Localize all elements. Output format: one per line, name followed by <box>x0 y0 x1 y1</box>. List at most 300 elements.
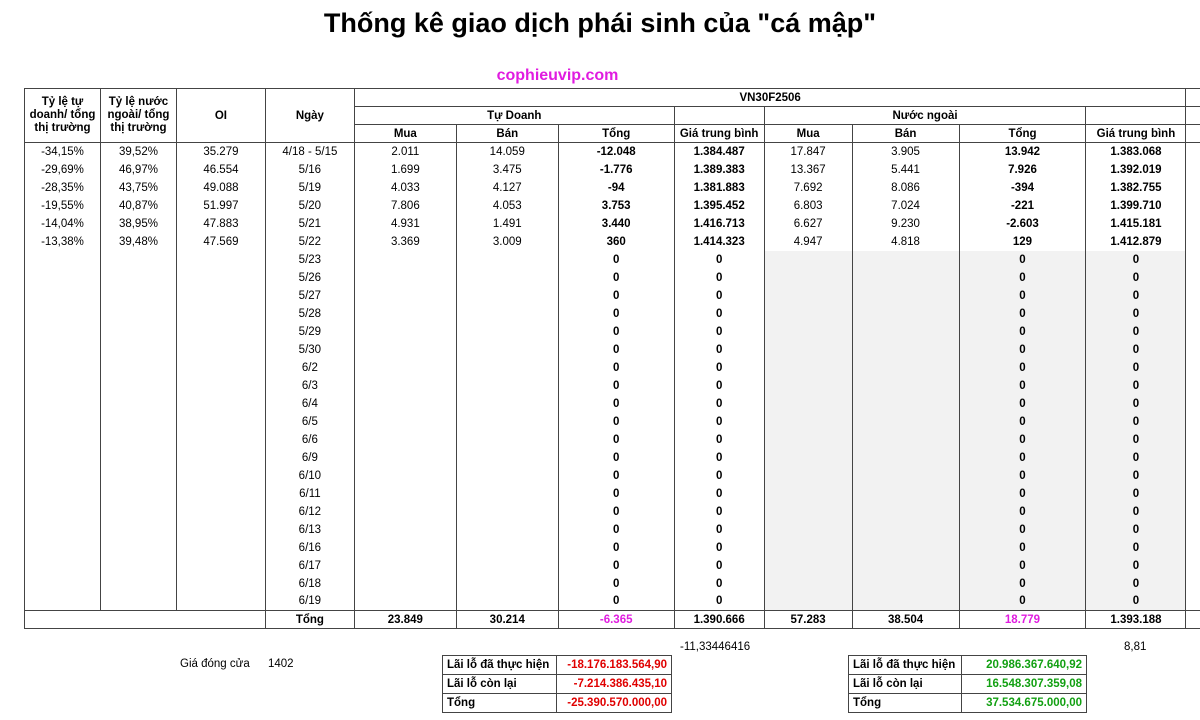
nn-tong-cell: 0 <box>959 269 1086 287</box>
oi-cell: 46.554 <box>176 161 265 179</box>
nn-gia-cell: 1.383.068 <box>1086 143 1186 161</box>
nn-gia-cell: 0 <box>1086 449 1186 467</box>
pl-table-tu-doanh <box>442 655 672 713</box>
nn-ban-cell: 9.230 <box>852 215 959 233</box>
stub-cell <box>1186 449 1200 467</box>
nn-ban-cell: 3.905 <box>852 143 959 161</box>
td-gia-cell: 0 <box>674 323 764 341</box>
stub-cell <box>1186 287 1200 305</box>
table-row <box>25 431 1200 449</box>
nn-mua-cell: 7.692 <box>764 179 852 197</box>
td-gia-cell: 1.389.383 <box>674 161 764 179</box>
ratio-td-cell <box>25 251 101 269</box>
ratio-td-cell: -13,38% <box>25 233 101 251</box>
pl-value: 20.986.367.640,92 <box>962 656 1087 675</box>
td-ban-cell: 1.491 <box>456 215 558 233</box>
pl-value: -25.390.570.000,00 <box>557 694 672 713</box>
nn-tong-cell: 0 <box>959 359 1086 377</box>
nn-tong-cell: 0 <box>959 449 1086 467</box>
stub-cell <box>1186 179 1200 197</box>
td-gia-cell: 1.414.323 <box>674 233 764 251</box>
totals-blank <box>25 611 266 629</box>
table-row <box>25 287 1200 305</box>
ratio-td-cell <box>25 287 101 305</box>
header-ratio-td: Tỷ lệ tự doanh/ tổng thị trường <box>25 89 101 143</box>
table-row <box>25 539 1200 557</box>
stub-cell <box>1186 431 1200 449</box>
ratio-nn-cell: 46,97% <box>100 161 176 179</box>
table-row <box>25 323 1200 341</box>
stub-cell <box>1186 485 1200 503</box>
total-td-mua: 23.849 <box>354 611 456 629</box>
header-oi: OI <box>176 89 265 143</box>
site-link[interactable]: cophieuvip.com <box>496 67 619 84</box>
ratio-td-cell <box>25 323 101 341</box>
pl-value: -18.176.183.564,90 <box>557 656 672 675</box>
header-stub <box>1186 89 1200 107</box>
header-nn-mua: Mua <box>764 125 852 143</box>
oi-cell: 51.997 <box>176 197 265 215</box>
ratio-nn-cell <box>100 359 176 377</box>
header-td-mua: Mua <box>354 125 456 143</box>
td-mua-cell <box>354 503 456 521</box>
ratio-nn-cell <box>100 269 176 287</box>
nn-tong-cell: -2.603 <box>959 215 1086 233</box>
nn-gia-cell: 1.412.879 <box>1086 233 1186 251</box>
nn-tong-cell: -394 <box>959 179 1086 197</box>
nn-ban-cell <box>852 521 959 539</box>
td-ban-cell <box>456 503 558 521</box>
td-ban-cell <box>456 269 558 287</box>
nn-tong-cell: 0 <box>959 305 1086 323</box>
td-mua-cell <box>354 341 456 359</box>
td-tong-cell: -1.776 <box>558 161 674 179</box>
td-mua-cell: 4.033 <box>354 179 456 197</box>
td-mua-cell <box>354 323 456 341</box>
total-nn-ban: 38.504 <box>852 611 959 629</box>
td-tong-cell: 0 <box>558 269 674 287</box>
nn-ban-cell: 7.024 <box>852 197 959 215</box>
nn-mua-cell <box>764 413 852 431</box>
nn-tong-cell: 0 <box>959 323 1086 341</box>
ratio-td-cell <box>25 503 101 521</box>
date-cell: 6/5 <box>265 413 354 431</box>
nn-tong-cell: -221 <box>959 197 1086 215</box>
td-ban-cell <box>456 521 558 539</box>
stub-cell <box>1186 251 1200 269</box>
ratio-nn-cell: 39,48% <box>100 233 176 251</box>
pl-label: Lãi lỗ còn lại <box>849 675 962 694</box>
nn-gia-cell: 0 <box>1086 359 1186 377</box>
header-td-gia: Giá trung bình <box>674 125 764 143</box>
header-stub <box>1186 125 1200 143</box>
stub-cell <box>1186 233 1200 251</box>
nn-mua-cell <box>764 323 852 341</box>
oi-cell: 49.088 <box>176 179 265 197</box>
ratio-nn-cell: 40,87% <box>100 197 176 215</box>
nn-mua-cell <box>764 251 852 269</box>
td-tong-cell: 0 <box>558 575 674 593</box>
nn-mua-cell <box>764 269 852 287</box>
ratio-nn-cell <box>100 395 176 413</box>
pl-row <box>443 656 672 675</box>
header-nuoc-ngoai: Nước ngoài <box>764 107 1086 125</box>
oi-cell <box>176 593 265 611</box>
td-gia-cell: 1.381.883 <box>674 179 764 197</box>
nn-ban-cell <box>852 467 959 485</box>
total-td-gia: 1.390.666 <box>674 611 764 629</box>
ratio-nn-cell: 39,52% <box>100 143 176 161</box>
ratio-td-cell: -28,35% <box>25 179 101 197</box>
ratio-td-cell <box>25 413 101 431</box>
td-ban-cell <box>456 431 558 449</box>
pl-row <box>849 694 1087 713</box>
ratio-td-cell <box>25 395 101 413</box>
td-ban-cell <box>456 575 558 593</box>
td-mua-cell <box>354 287 456 305</box>
nn-ban-cell <box>852 269 959 287</box>
ratio-td-cell <box>25 485 101 503</box>
header-td-tong: Tổng <box>558 125 674 143</box>
oi-cell <box>176 467 265 485</box>
nn-gia-cell: 0 <box>1086 503 1186 521</box>
ratio-nn-cell <box>100 413 176 431</box>
oi-cell: 47.569 <box>176 233 265 251</box>
oi-cell <box>176 359 265 377</box>
pl-row <box>443 675 672 694</box>
td-gia-cell: 0 <box>674 269 764 287</box>
nn-ban-cell <box>852 323 959 341</box>
date-cell: 6/6 <box>265 431 354 449</box>
stub-cell <box>1186 413 1200 431</box>
stub-cell <box>1186 215 1200 233</box>
nn-gia-cell: 0 <box>1086 413 1186 431</box>
nn-gia-cell: 0 <box>1086 395 1186 413</box>
ratio-td-cell <box>25 359 101 377</box>
stub-cell <box>1186 197 1200 215</box>
stub-cell <box>1186 305 1200 323</box>
nn-ban-cell <box>852 593 959 611</box>
td-tong-cell: 0 <box>558 449 674 467</box>
td-gia-cell: 0 <box>674 413 764 431</box>
ratio-nn-cell <box>100 323 176 341</box>
td-tong-cell: 0 <box>558 377 674 395</box>
table-row <box>25 359 1200 377</box>
stub-cell <box>1186 161 1200 179</box>
pl-label: Lãi lỗ đã thực hiện <box>849 656 962 675</box>
date-cell: 6/3 <box>265 377 354 395</box>
stub-cell <box>1186 341 1200 359</box>
td-ban-cell <box>456 341 558 359</box>
nn-mua-cell <box>764 503 852 521</box>
date-cell: 4/18 - 5/15 <box>265 143 354 161</box>
nn-gia-cell: 0 <box>1086 323 1186 341</box>
td-tong-cell: 0 <box>558 431 674 449</box>
date-cell: 6/18 <box>265 575 354 593</box>
table-row <box>25 269 1200 287</box>
td-ban-cell <box>456 539 558 557</box>
ratio-td-cell <box>25 269 101 287</box>
table-row <box>25 449 1200 467</box>
nn-gia-cell: 1.382.755 <box>1086 179 1186 197</box>
date-cell: 5/27 <box>265 287 354 305</box>
td-gia-cell: 1.416.713 <box>674 215 764 233</box>
header-tu-doanh: Tự Doanh <box>354 107 674 125</box>
td-mua-cell <box>354 251 456 269</box>
date-cell: 6/17 <box>265 557 354 575</box>
nn-gia-cell: 0 <box>1086 269 1186 287</box>
ratio-td-cell <box>25 341 101 359</box>
nn-mua-cell <box>764 485 852 503</box>
ratio-td-cell: -19,55% <box>25 197 101 215</box>
ratio-td-cell <box>25 449 101 467</box>
nn-tong-cell: 0 <box>959 377 1086 395</box>
td-gia-cell: 0 <box>674 251 764 269</box>
stub-cell <box>1186 395 1200 413</box>
stub-cell <box>1186 269 1200 287</box>
header-blank-1 <box>674 107 764 125</box>
oi-cell <box>176 503 265 521</box>
table-row <box>25 179 1200 197</box>
stub-cell <box>1186 143 1200 161</box>
td-mua-cell <box>354 467 456 485</box>
td-gia-cell: 0 <box>674 467 764 485</box>
oi-cell <box>176 323 265 341</box>
header-stub <box>1186 107 1200 125</box>
totals-label: Tổng <box>265 611 354 629</box>
td-ban-cell <box>456 287 558 305</box>
td-ban-cell <box>456 377 558 395</box>
td-ban-cell <box>456 395 558 413</box>
nn-mua-cell <box>764 395 852 413</box>
td-gia-cell: 0 <box>674 539 764 557</box>
stub-cell <box>1186 557 1200 575</box>
td-ban-cell <box>456 305 558 323</box>
td-mua-cell <box>354 395 456 413</box>
nn-mua-cell <box>764 521 852 539</box>
nn-ban-cell <box>852 251 959 269</box>
nn-tong-cell: 0 <box>959 593 1086 611</box>
ratio-td-cell <box>25 305 101 323</box>
td-mua-cell <box>354 377 456 395</box>
td-ban-cell: 3.475 <box>456 161 558 179</box>
ratio-nn-cell <box>100 503 176 521</box>
td-gia-cell: 0 <box>674 341 764 359</box>
td-mua-cell: 1.699 <box>354 161 456 179</box>
pl-label: Tổng <box>849 694 962 713</box>
td-ban-cell: 4.127 <box>456 179 558 197</box>
ratio-td-cell <box>25 467 101 485</box>
ratio-td-cell <box>25 593 101 611</box>
nn-ratio-note: 8,81 <box>1124 641 1147 653</box>
td-mua-cell <box>354 305 456 323</box>
nn-ban-cell <box>852 485 959 503</box>
td-tong-cell: 3.753 <box>558 197 674 215</box>
ratio-td-cell: -14,04% <box>25 215 101 233</box>
header-date: Ngày <box>265 89 354 143</box>
date-cell: 6/12 <box>265 503 354 521</box>
td-ban-cell <box>456 485 558 503</box>
td-ban-cell: 4.053 <box>456 197 558 215</box>
nn-tong-cell: 0 <box>959 521 1086 539</box>
td-ban-cell <box>456 323 558 341</box>
header-nn-ban: Bán <box>852 125 959 143</box>
td-tong-cell: 0 <box>558 593 674 611</box>
table-row <box>25 593 1200 611</box>
nn-mua-cell: 17.847 <box>764 143 852 161</box>
stub-cell <box>1186 467 1200 485</box>
td-gia-cell: 1.395.452 <box>674 197 764 215</box>
date-cell: 5/28 <box>265 305 354 323</box>
nn-mua-cell <box>764 449 852 467</box>
close-price-value: 1402 <box>268 658 294 670</box>
nn-ban-cell <box>852 341 959 359</box>
total-nn-gia: 1.393.188 <box>1086 611 1186 629</box>
pl-value: 16.548.307.359,08 <box>962 675 1087 694</box>
td-mua-cell <box>354 485 456 503</box>
table-row <box>25 143 1200 161</box>
nn-tong-cell: 0 <box>959 467 1086 485</box>
header-td-ban: Bán <box>456 125 558 143</box>
date-cell: 5/16 <box>265 161 354 179</box>
nn-tong-cell: 0 <box>959 287 1086 305</box>
nn-gia-cell: 1.399.710 <box>1086 197 1186 215</box>
nn-gia-cell: 0 <box>1086 377 1186 395</box>
date-cell: 5/21 <box>265 215 354 233</box>
table-row <box>25 197 1200 215</box>
ratio-nn-cell <box>100 467 176 485</box>
nn-ban-cell: 8.086 <box>852 179 959 197</box>
nn-gia-cell: 0 <box>1086 467 1186 485</box>
nn-tong-cell: 0 <box>959 485 1086 503</box>
nn-ban-cell: 5.441 <box>852 161 959 179</box>
table-row <box>25 557 1200 575</box>
stub-cell <box>1186 575 1200 593</box>
nn-ban-cell <box>852 557 959 575</box>
table-row <box>25 485 1200 503</box>
td-gia-cell: 0 <box>674 359 764 377</box>
oi-cell: 35.279 <box>176 143 265 161</box>
nn-mua-cell <box>764 539 852 557</box>
td-ban-cell: 14.059 <box>456 143 558 161</box>
nn-mua-cell <box>764 467 852 485</box>
td-ban-cell <box>456 557 558 575</box>
header-nn-tong: Tổng <box>959 125 1086 143</box>
td-tong-cell: -94 <box>558 179 674 197</box>
td-ratio-note: -11,33446416 <box>680 641 751 653</box>
ratio-td-cell: -34,15% <box>25 143 101 161</box>
nn-tong-cell: 13.942 <box>959 143 1086 161</box>
table-row <box>25 161 1200 179</box>
table-row <box>25 395 1200 413</box>
ratio-nn-cell <box>100 287 176 305</box>
td-gia-cell: 0 <box>674 503 764 521</box>
ratio-nn-cell <box>100 341 176 359</box>
date-cell: 6/13 <box>265 521 354 539</box>
table-row <box>25 251 1200 269</box>
table-row <box>25 233 1200 251</box>
table-row <box>25 215 1200 233</box>
stub-cell <box>1186 359 1200 377</box>
td-gia-cell: 0 <box>674 431 764 449</box>
ratio-nn-cell <box>100 557 176 575</box>
nn-tong-cell: 0 <box>959 539 1086 557</box>
table-row <box>25 413 1200 431</box>
td-ban-cell <box>456 413 558 431</box>
date-cell: 6/9 <box>265 449 354 467</box>
td-mua-cell: 2.011 <box>354 143 456 161</box>
nn-gia-cell: 0 <box>1086 305 1186 323</box>
totals-row <box>25 611 1200 629</box>
nn-ban-cell <box>852 413 959 431</box>
nn-gia-cell: 1.415.181 <box>1086 215 1186 233</box>
nn-tong-cell: 0 <box>959 503 1086 521</box>
td-mua-cell <box>354 557 456 575</box>
nn-gia-cell: 0 <box>1086 287 1186 305</box>
ratio-td-cell: -29,69% <box>25 161 101 179</box>
pl-label: Lãi lỗ đã thực hiện <box>443 656 557 675</box>
nn-mua-cell <box>764 341 852 359</box>
td-tong-cell: 0 <box>558 305 674 323</box>
date-cell: 6/10 <box>265 467 354 485</box>
table-row <box>25 305 1200 323</box>
ratio-nn-cell <box>100 305 176 323</box>
date-cell: 6/2 <box>265 359 354 377</box>
date-cell: 5/26 <box>265 269 354 287</box>
oi-cell <box>176 305 265 323</box>
ratio-td-cell <box>25 431 101 449</box>
nn-ban-cell <box>852 395 959 413</box>
oi-cell <box>176 395 265 413</box>
nn-mua-cell <box>764 377 852 395</box>
stub-cell <box>1186 377 1200 395</box>
ratio-nn-cell <box>100 521 176 539</box>
date-cell: 6/4 <box>265 395 354 413</box>
nn-tong-cell: 0 <box>959 575 1086 593</box>
nn-gia-cell: 0 <box>1086 485 1186 503</box>
nn-tong-cell: 0 <box>959 341 1086 359</box>
date-cell: 5/20 <box>265 197 354 215</box>
ratio-nn-cell <box>100 251 176 269</box>
td-tong-cell: 0 <box>558 557 674 575</box>
td-mua-cell <box>354 431 456 449</box>
nn-tong-cell: 0 <box>959 557 1086 575</box>
td-tong-cell: -12.048 <box>558 143 674 161</box>
oi-cell <box>176 521 265 539</box>
td-ban-cell <box>456 359 558 377</box>
nn-mua-cell: 13.367 <box>764 161 852 179</box>
td-mua-cell: 4.931 <box>354 215 456 233</box>
nn-ban-cell <box>852 575 959 593</box>
nn-mua-cell: 6.627 <box>764 215 852 233</box>
nn-ban-cell <box>852 503 959 521</box>
td-tong-cell: 0 <box>558 485 674 503</box>
td-gia-cell: 0 <box>674 377 764 395</box>
nn-tong-cell: 0 <box>959 251 1086 269</box>
header-ratio-nn: Tỷ lệ nước ngoài/ tổng thị trường <box>100 89 176 143</box>
stub-cell <box>1186 503 1200 521</box>
nn-mua-cell <box>764 557 852 575</box>
td-ban-cell <box>456 251 558 269</box>
ratio-nn-cell <box>100 449 176 467</box>
oi-cell <box>176 539 265 557</box>
oi-cell <box>176 449 265 467</box>
td-mua-cell <box>354 449 456 467</box>
oi-cell <box>176 341 265 359</box>
ratio-nn-cell <box>100 593 176 611</box>
stub-cell <box>1186 521 1200 539</box>
td-gia-cell: 0 <box>674 557 764 575</box>
